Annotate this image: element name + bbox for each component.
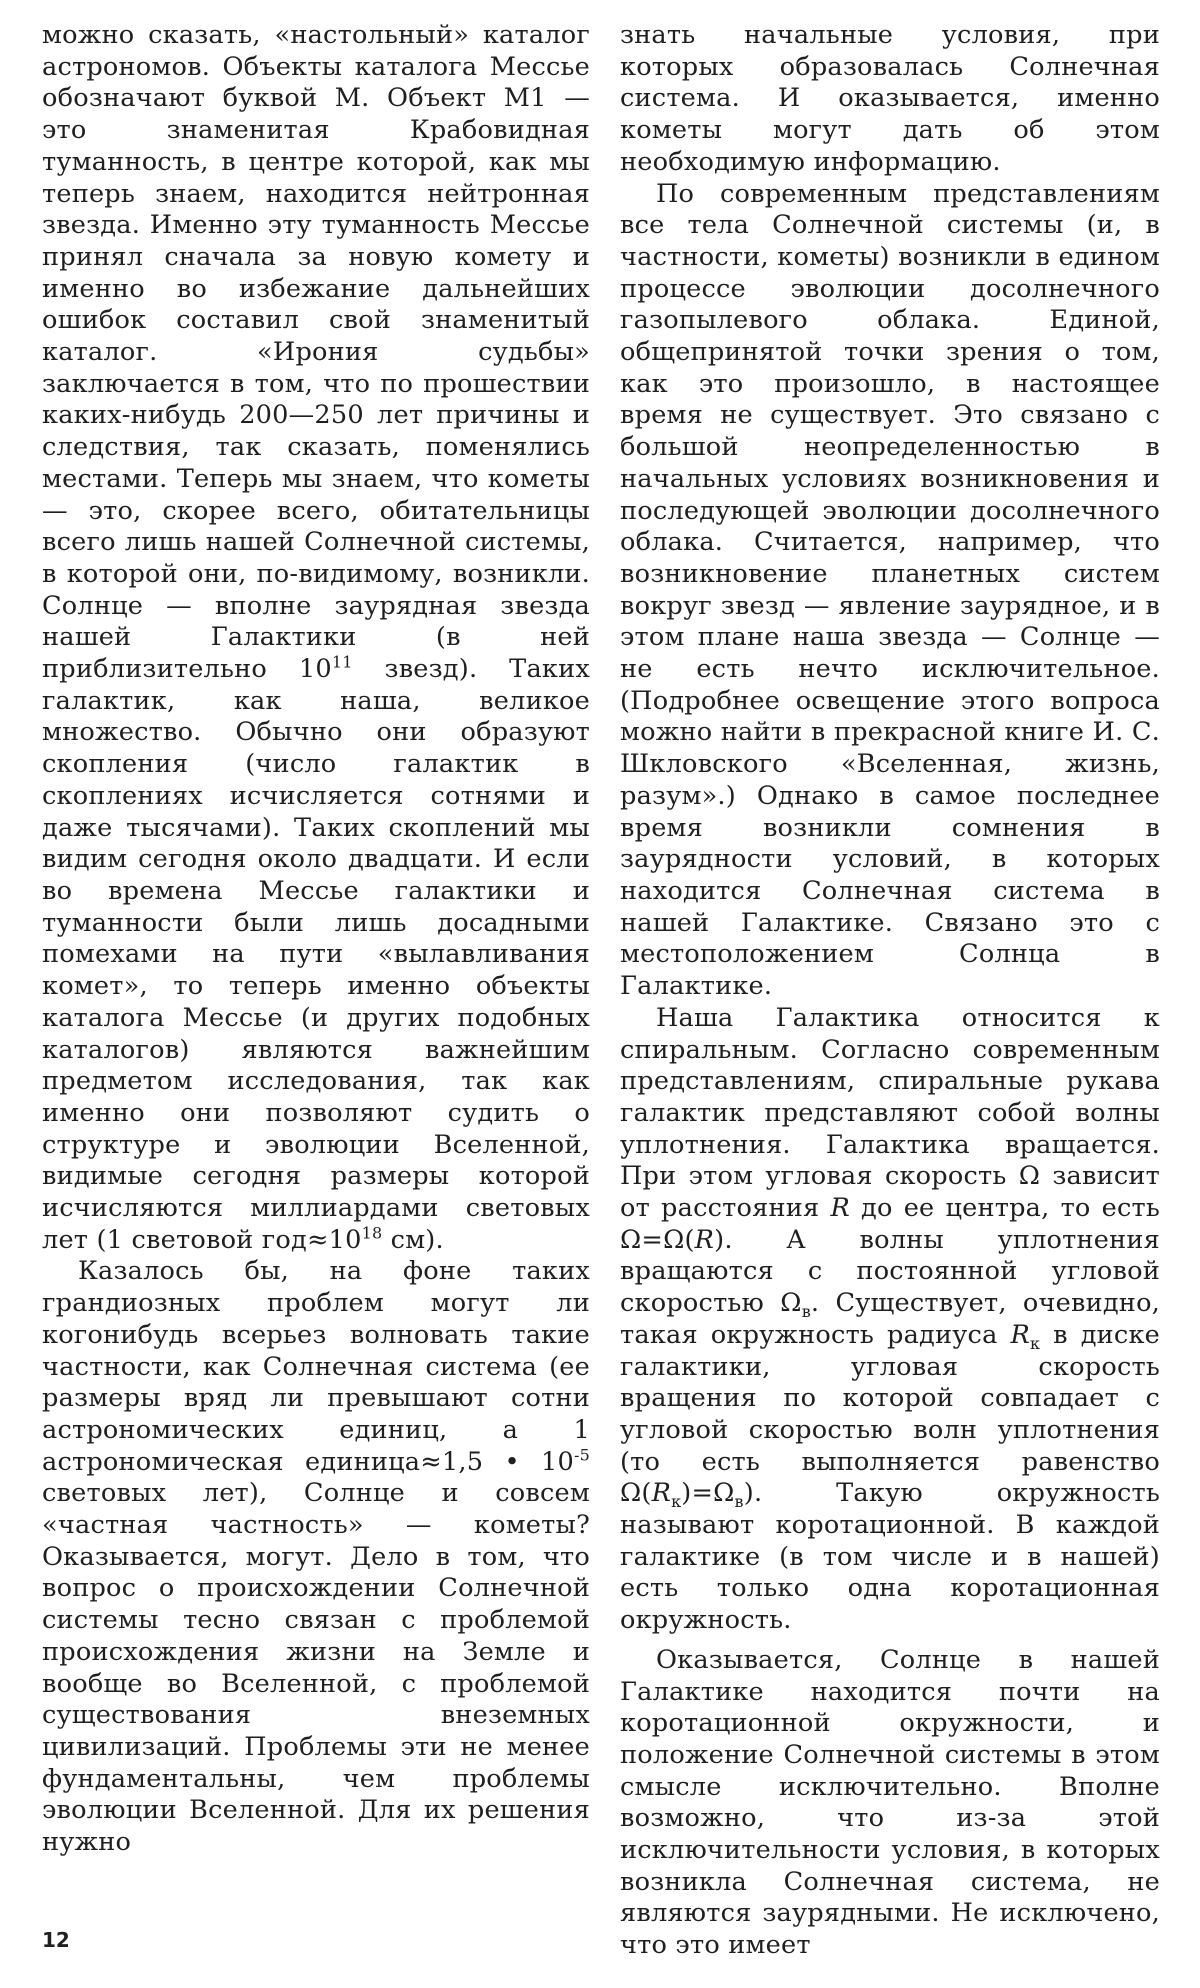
paragraph-spiral-galaxy: Наша Галактика относится к спиральным. Согласно современным представлениям, спиральные рукава галактик представляют собой волны уплотнения. Галактика вращается. При этом угловая скорость Ω зависит от расстояния R до ее центра, то есть Ω=Ω(R). А волны уплотнения вращаются с постоянной угловой скоростью $\Omega_в$. Существует, очевидно, такая окружность радиуса $R_к$ в диске галактики, угловая скорость вращения по которой совпадает с угловой скоростью волн уплотнения (то есть выполняется равенство $\Omega(R_к)=\Omega_в$). Такую окружность называют коротационной. В каждой галактике (в том числе и в нашей) есть только одна коротационная окружность.: [620, 1002, 1161, 1636]
paragraph-solar-system-question: Казалось бы, на фоне таких грандиозных проблем могут ли когонибудь всерьез волновать такие частности, как Солнечная система (ее размеры вряд ли превышают сотни астрономических единиц, а 1 астрономическая единица≈1,5 • $10^{-5}$ световых лет), Солнце и совсем «частная частность» — кометы? Оказывается, могут. Дело в том, что вопрос о происхождении Солнечной системы тесно связан с проблемой происхождения жизни на Земле и вообще во Вселенной, с проблемой существования внеземных цивилизаций. Проблемы эти не менее фундаментальны, чем проблемы эволюции Вселенной. Для их решения нужно: [42, 1256, 590, 1858]
left-column: [42, 20, 590, 1859]
page-number: 12: [42, 1928, 70, 1952]
paragraph-modern-views: По современным представлениям все тела Солнечной системы (и, в частности, кометы) возникли в едином процессе эволюции досолнечного газопылевого облака. Единой, общепринятой точки зрения о том, как это произошло, в настоящее время не существует. Это связано с большой неопределенностью в начальных условиях возникновения и последующей эволюции досолнечного облака. Считается, например, что возникновение планетных систем вокруг звезд — явление заурядное, и в этом плане наша звезда — Солнце — не есть нечто исключительное. (Подробнее освещение этого вопроса можно найти в прекрасной книге И. С. Шкловского «Вселенная, жизнь, разум».) Однако в самое последнее время возникли сомнения в заурядности условий, в которых находится Солнечная система в нашей Галактике. Связано это с местоположением Солнца в Галактике.: [620, 178, 1160, 1002]
paragraph-corotation: Оказывается, Солнце в нашей Галактике находится почти на коротационной окружности, и положение Солнечной системы в этом смысле исключительно. Вполне возможно, что из-за этой исключительности условия, в которых возникла Солнечная система, не являются заурядными. Не исключено, что это имеет: [620, 1644, 1160, 1961]
paragraph-messier-catalog: можно сказать, «настольный» каталог астрономов. Объекты каталога Мессье обозначают буквой М. Объект М1 — это знаменитая Крабовидная туманность, в центре которой, как мы теперь знаем, находится нейтронная звезда. Именно эту туманность Мессье принял сначала за новую комету и именно во избежание дальнейших ошибок составил свой знаменитый каталог. «Ирония судьбы» заключается в том, что по прошествии каких-нибудь 200—250 лет причины и следствия, так сказать, поменялись местами. Теперь мы знаем, что кометы — это, скорее всего, обитательницы всего лишь нашей Солнечной системы, в которой они, по-видимому, возникли. Солнце — вполне заурядная звезда нашей Галактики (в ней приблизительно $10^{11}$ звезд). Таких галактик, как наша, великое множество. Обычно они образуют скопления (число галактик в скоплениях исчисляется сотнями и даже тысячами). Таких скоплений мы видим сегодня около двадцати. И если во времена Мессье галактики и туманности были лишь досадными помехами на пути «вылавливания комет», то теперь именно объекты каталога Мессье (и других подобных каталогов) являются важнейшим предметом исследования, так как именно они позволяют судить о структуре и эволюции Вселенной, видимые сегодня размеры которой исчисляются миллиардами световых лет (1 световой $год\approx 10^{18}$ см).: [42, 20, 590, 1255]
right-column: [620, 20, 1160, 1962]
paragraph-initial-conditions: знать начальные условия, при которых образовалась Солнечная система. И оказывается, именно кометы могут дать об этом необходимую информацию.: [620, 20, 1160, 177]
